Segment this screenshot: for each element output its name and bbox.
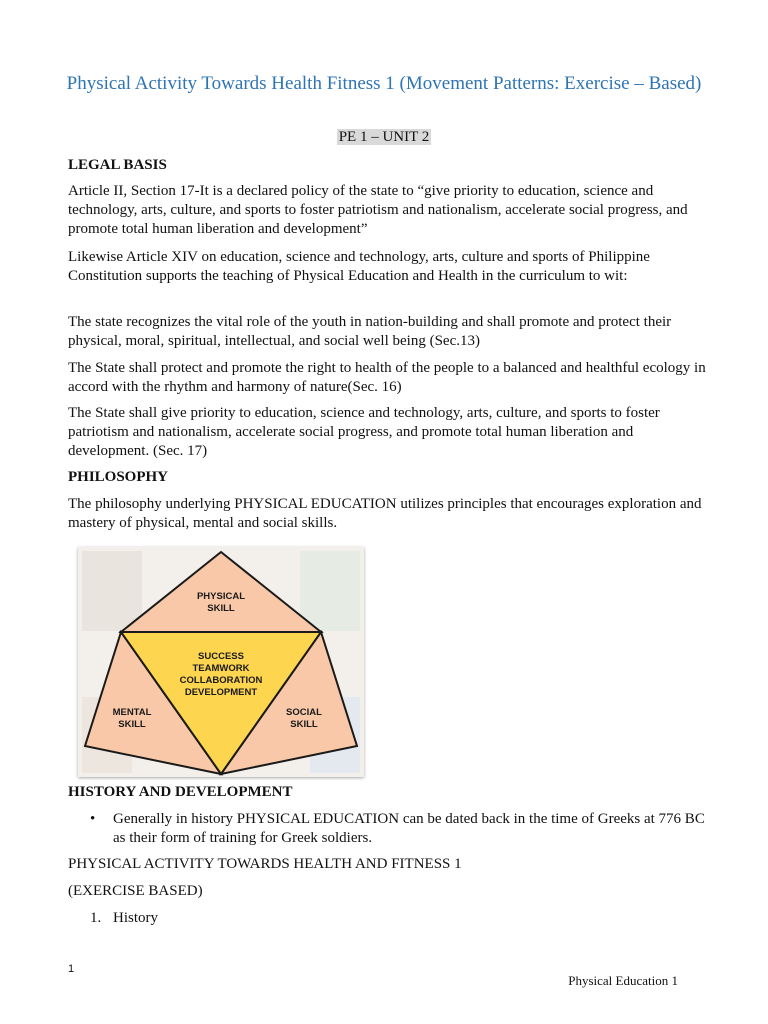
legal-basis-paragraph-1: Article II, Section 17-It is a declared policy of the state to “give priority to education, science and technology, arts, culture, and sports to foster patriotism and nationalism, accelerate social progress, and promote total human liberation and development” — [68, 183, 688, 237]
physical-label-1: PHYSICAL — [196, 591, 246, 602]
center-label-4: DEVELOPMENT — [184, 687, 258, 698]
history-bullet-text: Generally in history PHYSICAL EDUCATION can be dated back in the time of Greeks at 776 BC as their form of training for Greek soldiers. — [113, 811, 705, 846]
social-label-1: SOCIAL — [286, 707, 322, 718]
center-label-2: TEAMWORK — [192, 663, 250, 674]
footer-title: Physical Education 1 — [568, 973, 678, 988]
philosophy-paragraph: The philosophy underlying PHYSICAL EDUCATION utilizes principles that encourages exploration and mastery of physical, mental and social skills. — [68, 496, 702, 531]
legal-basis-paragraph-3: The state recognizes the vital role of the youth in nation-building and shall promote and protect their physical, moral, spiritual, intellectual, and social well being (Sec.13) — [68, 314, 672, 349]
skills-diagram — [78, 547, 364, 777]
center-label-3: COLLABORATION — [179, 675, 263, 686]
mental-label-1: MENTAL — [112, 707, 152, 718]
item-text: History — [113, 910, 158, 926]
center-label-1: SUCCESS — [198, 651, 244, 662]
legal-basis-paragraph-2: Likewise Article XIV on education, science and technology, arts, culture and sports of Philippine Constitution supports the teaching of Physical Education and Health in the curriculum to wit: — [68, 249, 650, 284]
history-line-1: PHYSICAL ACTIVITY TOWARDS HEALTH AND FITNESS 1 — [68, 856, 462, 872]
legal-basis-paragraph-5: The State shall give priority to education, science and technology, arts, culture, and sports to foster patriotism and nationalism, accelerate social progress, and promote total human liberation and development. (Sec. 17) — [68, 405, 660, 459]
skills-diagram-graphic — [78, 547, 364, 777]
unit-label — [0, 129, 768, 146]
history-line-2: (EXERCISE BASED) — [68, 883, 203, 899]
item-number: 1. — [90, 910, 102, 926]
document-title: Physical Activity Towards Health Fitness 1 (Movement Patterns: Exercise – Based) — [66, 73, 702, 94]
social-label-2: SKILL — [290, 719, 318, 730]
bullet-icon: • — [90, 811, 96, 827]
legal-basis-paragraph-4: The State shall protect and promote the right to health of the people to a balanced and healthful ecology in accord with the rhythm and harmony of nature(Sec. 16) — [68, 360, 706, 395]
legal-basis-heading: LEGAL BASIS — [68, 157, 167, 173]
footer-page-number: 1 — [68, 963, 75, 975]
unit-highlight: PE 1 – UNIT 2 — [338, 129, 430, 145]
philosophy-heading: PHILOSOPHY — [68, 469, 169, 485]
mental-label-2: SKILL — [118, 719, 146, 730]
history-heading: HISTORY AND DEVELOPMENT — [68, 784, 293, 800]
physical-label-2: SKILL — [207, 603, 235, 614]
